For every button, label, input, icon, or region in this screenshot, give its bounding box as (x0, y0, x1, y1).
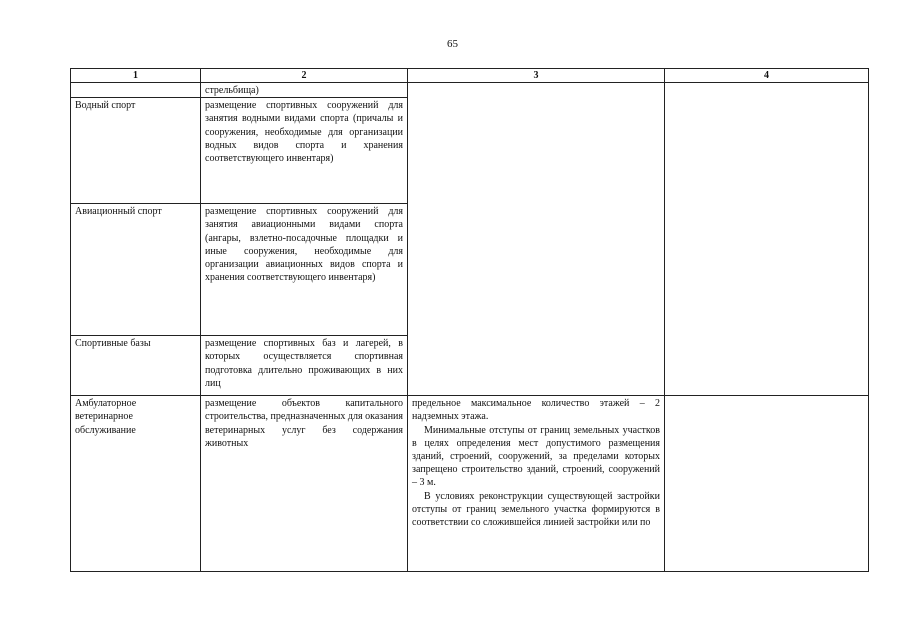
parameter-paragraph: В условиях реконструкции существующей застройки отступы от границ земельного участка формируются в соответствии со сложившейся линией застройки или по (412, 490, 660, 529)
table-row (71, 396, 869, 572)
use-name-cell (71, 83, 201, 98)
column-header-3: 3 (408, 69, 665, 83)
parameters-cell (408, 396, 665, 572)
use-description-cell: размещение спортивных баз и лагерей, в которых осуществляется спортивная подготовка длительно проживающих в них лиц (201, 336, 408, 396)
use-name-cell: Водный спорт (71, 98, 201, 204)
column-header-4: 4 (665, 69, 869, 83)
restrictions-cell (665, 396, 869, 572)
column-header-2: 2 (201, 69, 408, 83)
use-description-cell: размещение объектов капитального строительства, предназначенных для оказания ветеринарных услуг без содержания животных (201, 396, 408, 572)
restrictions-cell (665, 83, 869, 396)
regulations-table (70, 68, 869, 572)
use-name-cell: Амбулаторное ветеринарное обслуживание (71, 396, 201, 572)
table-header-row (71, 69, 869, 83)
parameter-paragraph: Минимальные отступы от границ земельных участков в целях определения мест допустимого размещения зданий, строений, сооружений, за пределами которых запрещено строительство зданий, строений, сооружений – 3 м. (412, 424, 660, 489)
use-description-cell: размещение спортивных сооружений для занятия водными видами спорта (причалы и сооружения, необходимые для организации водных видов спорта и хранения соответствующего инвентаря) (201, 98, 408, 204)
parameter-paragraph: предельное максимальное количество этажей – 2 надземных этажа. (412, 398, 660, 423)
page-number: 65 (447, 38, 458, 50)
parameters-cell (408, 83, 665, 396)
use-description-cell: размещение спортивных сооружений для занятия авиационными видами спорта (ангары, взлетно-посадочные площадки и иные сооружения, необходимые для организации авиационных видов спорта и хранения соответствующего инвентаря) (201, 204, 408, 336)
use-description-cell: стрельбища) (201, 83, 408, 98)
use-name-cell: Авиационный спорт (71, 204, 201, 336)
use-name-cell: Спортивные базы (71, 336, 201, 396)
table-row (71, 83, 869, 98)
column-header-1: 1 (71, 69, 201, 83)
